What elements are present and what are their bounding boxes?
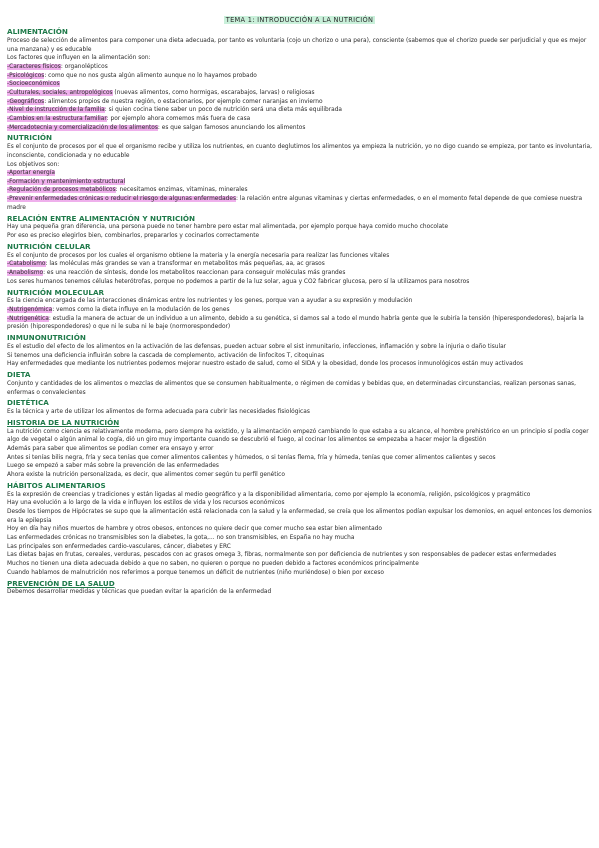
paragraph-line — [7, 72, 593, 81]
paragraph-line — [7, 560, 593, 569]
paragraph-line — [7, 143, 593, 160]
highlighted-term: -Nivel de instrucción de la familia — [7, 107, 105, 114]
paragraph-line — [7, 297, 593, 306]
line-text: : estudia la manera de actuar de un individuo a un alimento, debido a su genética, si damos sal a todo el mundo habría gente que le subiría la tensión (hiperespondedores), bajaría la presión (hiporespondedores) o que ni le suba ni le baje (normorespondedor) — [7, 315, 584, 331]
paragraph-line — [7, 306, 593, 315]
paragraph-line — [7, 37, 593, 54]
highlighted-term: -Formación y mantenimiento estructural — [7, 178, 126, 185]
paragraph-line — [7, 80, 593, 89]
paragraph-line — [7, 178, 593, 187]
section-heading: NUTRICIÓN CELULAR — [7, 241, 91, 251]
line-text: (nuevas alimentos, como hormigas, escarabajos, larvas) o religiosas — [112, 89, 315, 96]
section-heading: ALIMENTACIÓN — [7, 27, 68, 37]
line-text: Proceso de selección de alimentos para componer una dieta adecuada, por tanto es voluntaria (cojo un chorizo o una pera), consciente (sabemos que el chorizo puede ser perjudicial y que es mejor una manzana) y es educable — [7, 37, 587, 53]
paragraph-line — [7, 445, 593, 454]
paragraph-line — [7, 232, 593, 241]
line-text: Es el conjunto de procesos por el que el organismo recibe y utiliza los nutrientes, en cuanto deglutimos los alimentos ya empieza la nutrición, yo no digo cuando se empieza, por tanto es involuntaria, inconsciente, condicionada y no educable — [7, 144, 592, 159]
line-text: Es el conjunto de procesos por los cuales el organismo obtiene la materia y la energía necesaria para realizar las funciones vitales — [7, 252, 390, 259]
paragraph-line — [7, 462, 593, 471]
section-heading: INMUNONUTRICIÓN — [7, 333, 86, 343]
line-text: Las principales son enfermedades cardio-vasculares, cáncer, diabetes y ERC — [7, 543, 231, 550]
paragraph-line — [7, 54, 593, 63]
highlighted-term: -Prevenir enfermedades crónicas o reducir el riesgo de algunas enfermedades — [7, 196, 237, 203]
section-heading: DIETA — [7, 370, 31, 380]
line-text: Cuando hablamos de malnutrición nos referimos a porque tenemos un déficit de nutrientes (niño muriéndose) o bien por exceso — [7, 569, 384, 576]
paragraph-line — [7, 454, 593, 463]
line-text: : como que no nos gusta algún alimento aunque no lo hayamos probado — [44, 72, 257, 79]
highlighted-term: -Catabolismo — [7, 261, 46, 268]
paragraph-line — [7, 98, 593, 107]
paragraph-line — [7, 186, 593, 195]
paragraph-line — [7, 352, 593, 361]
paragraph-line — [7, 499, 593, 508]
paragraph-line — [7, 588, 593, 597]
line-text: : organolépticos — [60, 63, 108, 70]
line-text: La nutrición como ciencia es relativamente moderna, pero siempre ha existido, y la alimentación empezó cambiando lo que estaba a su alcance, el hombre prehistórico en un principio sí podía coger algo de vegetal o algún animal lo cogía, dió un giro muy importante cuando se descubrió el fuego, al cocinar los alimentos se empezaba a hacer mejor la digestión — [7, 428, 589, 444]
paragraph-line — [7, 491, 593, 500]
highlighted-term: -Caracteres físicos — [7, 63, 61, 70]
line-text: Antes si tenías bilis negra, fría y seca tenías que comer alimentos calientes y húmedos, o si tenías flema, fría y húmeda, tenías que comer alimentos calientes y secos — [7, 454, 496, 461]
line-text: : es una reacción de síntesis, donde los metabolitos reaccionan para conseguir moléculas más grandes — [43, 270, 346, 277]
paragraph-line — [7, 315, 593, 332]
line-text: : si quien cocina tiene saber un poco de nutrición será una dieta más equilibrada — [104, 107, 343, 114]
paragraph-line — [7, 169, 593, 178]
line-text: Hay una evolución a lo largo de la vida e influyen los estilos de vida y los recursos económicos — [7, 500, 285, 507]
paragraph-line — [7, 471, 593, 480]
paragraph-line — [7, 508, 593, 525]
line-text: : necesitamos enzimas, vitaminas, minerales — [115, 187, 248, 194]
line-text: Los seres humanos tenemos células heterótrofas, porque no podemos a partir de la luz solar, agua y CO2 fabricar glucosa, pero sí la utilizamos para nosotros — [7, 278, 470, 285]
paragraph-line — [7, 260, 593, 269]
paragraph-line — [7, 89, 593, 98]
line-text: Por eso es preciso elegirlos bien, combinarlos, prepararlos y cocinarlos correctamente — [7, 233, 260, 240]
paragraph-line — [7, 269, 593, 278]
section-heading: NUTRICIÓN MOLECULAR — [7, 287, 105, 297]
line-text: Ahora existe la nutrición personalizada, es decir, que alimentos comer según tu perfil genético — [7, 472, 285, 479]
section-heading: HISTORIA DE LA NUTRICIÓN — [7, 418, 120, 428]
section-heading: PREVENCIÓN DE LA SALUD — [7, 578, 115, 588]
section-heading: RELACIÓN ENTRE ALIMENTACIÓN Y NUTRICIÓN — [7, 213, 196, 223]
paragraph-line — [7, 252, 593, 261]
line-text: Es la ciencia encargada de las interacciones dinámicas entre los nutrientes y los genes, porque van a ayudar a su expresión y modulación — [7, 298, 413, 305]
line-text: : alimentos propios de nuestra región, o estacionarios, por ejemplo comer naranjas en invierno — [44, 98, 323, 105]
section-heading: HÁBITOS ALIMENTARIOS — [7, 480, 106, 490]
highlighted-term: -Psicológicos — [7, 72, 45, 79]
paragraph-line — [7, 195, 593, 212]
line-text: Además para saber que alimentos se podían comer era ensayo y error — [7, 446, 214, 453]
highlighted-term: -Cambios en la estructura familiar — [7, 115, 107, 122]
paragraph-line — [7, 343, 593, 352]
line-text: Es la expresión de creencias y tradiciones y están ligadas al medio geográfico y a la disponibilidad alimentaria, como por ejemplo la economía, religión, psicológicos y pragmático — [7, 491, 531, 498]
paragraph-line — [7, 115, 593, 124]
highlighted-term: -Socioeconómicos — [7, 81, 60, 88]
section-heading: NUTRICIÓN — [7, 133, 53, 143]
paragraph-line — [7, 534, 593, 543]
line-text: : por ejemplo ahora comemos más fuera de casa — [106, 115, 251, 122]
line-text: : las moléculas más grandes se van a transformar en metabolitos más pequeñas, aa, ac grasos — [45, 261, 325, 268]
paragraph-line — [7, 428, 593, 445]
highlighted-term: -Geográficos — [7, 98, 45, 105]
paragraph-line — [7, 380, 593, 397]
section-heading: DIETÉTICA — [7, 398, 49, 408]
line-text: Hoy en día hay niños muertos de hambre y otros obesos, entonces no quiere decir que comer mucho sea estar bien alimentado — [7, 526, 382, 533]
line-text: Las dietas bajas en frutas, cereales, verduras, pescados con ac grasos omega 3, fibras, normalmente son por deficiencia de nutrientes y son responsables de padecer estas enfermedades — [7, 552, 557, 559]
highlighted-term: -Aportar energía — [7, 170, 55, 177]
paragraph-line — [7, 569, 593, 578]
highlighted-term: -Culturales, sociales, antropológicos — [7, 89, 113, 96]
line-text: Es el estudio del efecto de los alimentos en la activación de las defensas, pueden actuar sobre el sist inmunitario, infecciones, inflamación y sobre la injuria o daño tisular — [7, 343, 507, 350]
line-text: Debemos desarrollar medidas y técnicas que puedan evitar la aparición de la enfermedad — [7, 589, 272, 596]
paragraph-line — [7, 106, 593, 115]
line-text: : la relación entre algunas vitaminas y ciertas enfermedades, o en el momento fetal depende de que comiese nuestra madre — [7, 196, 583, 211]
page-title: TEMA 1: INTRODUCCIÓN A LA NUTRICIÓN — [225, 16, 374, 24]
line-text: Hay enfermedades que mediante los nutrientes podemos mejorar nuestro estado de salud, como el SIDA y la obesidad, donde los procesos inmunológicos están muy activados — [7, 361, 524, 368]
paragraph-line — [7, 360, 593, 369]
line-text: Es la técnica y arte de utilizar los alimentos de forma adecuada para cubrir las necesidades fisiológicas — [7, 409, 310, 416]
paragraph-line — [7, 525, 593, 534]
paragraph-line — [7, 223, 593, 232]
paragraph-line — [7, 161, 593, 170]
highlighted-term: -Regulación de procesos metabólicos — [7, 187, 116, 194]
line-text: Si tenemos una deficiencia influirán sobre la cascada de complemento, activación de linfocitos T, citoquinas — [7, 352, 325, 359]
paragraph-line — [7, 408, 593, 417]
line-text: Desde los tiempos de Hipócrates se supo que la alimentación está relacionada con la salud y la enfermedad, se creía que los alimentos podían expulsar los demonios, en aquel entonces los demonios era la epilepsia — [7, 509, 592, 524]
line-text: Luego se empezó a saber más sobre la prevención de las enfermedades — [7, 463, 219, 470]
line-text: Los objetivos son: — [7, 161, 60, 168]
paragraph-line — [7, 124, 593, 133]
line-text: Las enfermedades crónicas no transmisibles son la diabetes, la gota,... no son transmisibles, en España no hay mucha — [7, 535, 355, 542]
document-body — [7, 26, 593, 597]
page-title-wrapper — [0, 7, 599, 26]
paragraph-line — [7, 63, 593, 72]
line-text: Conjunto y cantidades de los alimentos o mezclas de alimentos que se consumen habitualmente, o régimen de comidas y bebidas que, en determinadas circunstancias, realizan personas sanas, enfermas o convalecientes — [7, 380, 576, 396]
line-text: : vemos como la dieta influye en la modulación de los genes — [52, 306, 230, 313]
highlighted-term: -Anabolismo — [7, 270, 44, 277]
highlighted-term: -Mercadotecnia y comercialización de los alimentos — [7, 124, 158, 131]
line-text: Muchos no tienen una dieta adecuada debido a que no saben, no quieren o porque no pueden debido a factores económicos principalmente — [7, 561, 419, 567]
highlighted-term: -Nutrigenética — [7, 315, 49, 322]
paragraph-line — [7, 278, 593, 287]
highlighted-term: -Nutrigenómica — [7, 306, 53, 313]
paragraph-line — [7, 551, 593, 560]
paragraph-line — [7, 543, 593, 552]
line-text: Los factores que influyen en la alimentación son: — [7, 55, 151, 62]
line-text: : es que salgan famosos anunciando los alimentos — [157, 124, 306, 131]
line-text: Hay una pequeña gran diferencia, una persona puede no tener hambre pero estar mal alimentada, por ejemplo porque haya comido mucho chocolate — [7, 224, 449, 231]
